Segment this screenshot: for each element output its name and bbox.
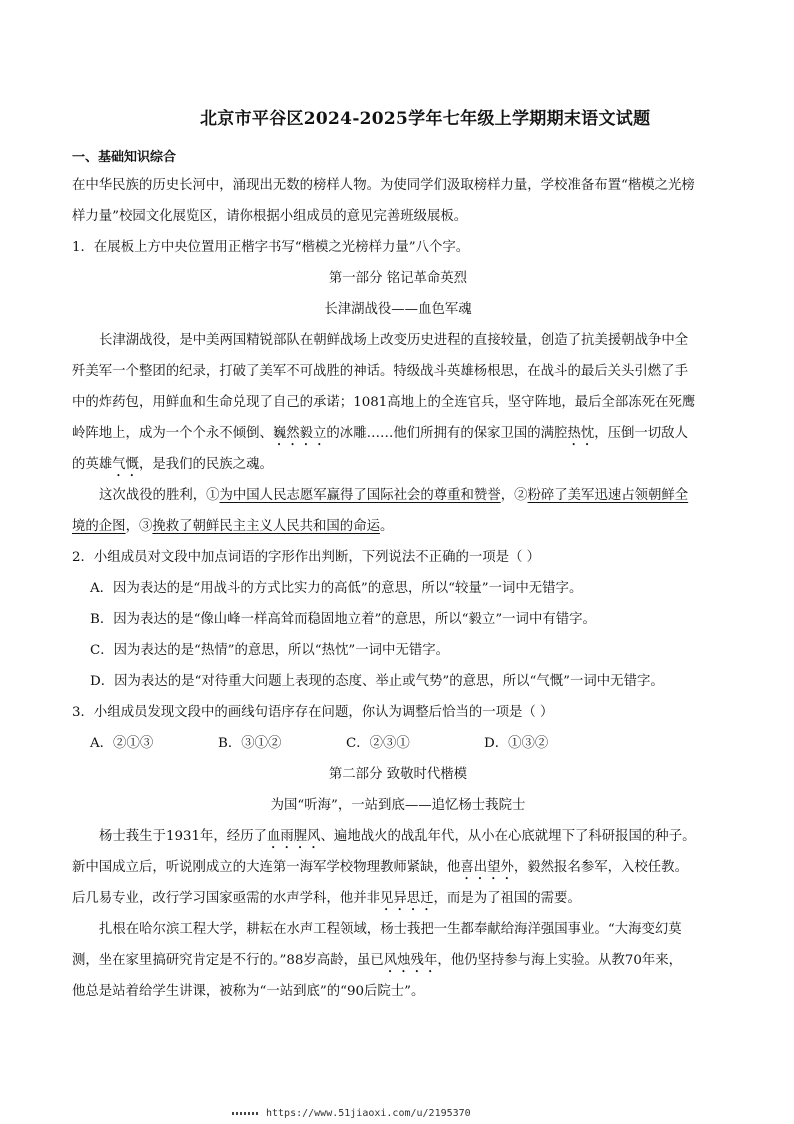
part1-heading: 第一部分 铭记革命英烈 — [328, 271, 468, 286]
dotted-word: 血雨腥风 — [266, 829, 321, 844]
text-run: 的冰雕……他们所拥有的保家卫国的满腔 — [326, 426, 568, 441]
para3-line — [72, 852, 724, 883]
dotted-word: 巍然毅立 — [272, 426, 327, 441]
text-run: 后几易专业，改行学习国家亟需的水声学科，他并非 — [72, 891, 380, 906]
para1-line: 中的炸药包，用鲜血和生命兑现了自己的承诺；1081高地上的全连官兵，坚守阵地，最后全部冻死在死鹰 — [72, 395, 696, 410]
text-run: 测，坐在家里搞研究肯定是不行的。”88岁高龄，虽已 — [72, 953, 384, 968]
question-2-stem: 2．小组成员对文段中加点词语的字形作出判断，下列说法不正确的一项是（ ） — [72, 550, 541, 565]
text-run: 杨士莪生于1931年，经历了 — [99, 829, 267, 844]
para3-line — [72, 883, 724, 914]
part2-subheading: 为国“听海”，一站到底——追忆杨士莪院士 — [270, 798, 526, 813]
question-2-option: A．因为表达的是“用战斗的方式比实力的高低”的意思，所以“较量”一词中无错字。 — [90, 581, 583, 596]
underlined-sentence: 为中国人民志愿军赢得了国际社会的尊重和赞誉 — [219, 488, 501, 503]
dotted-word: 见异思迁 — [379, 891, 434, 906]
para2-line — [72, 480, 724, 511]
intro-line: 样力量”校园文化展览区，请你根据小组成员的意见完善班级展板。 — [72, 209, 468, 224]
para4-line: 扎根在哈尔滨工程大学，耕耘在水声工程领域，杨士莪把一生都奉献给海洋强国事业。“大海变幻莫 — [99, 922, 682, 937]
question-3-options — [72, 728, 724, 759]
text-run: ，而是为了祖国的需要。 — [433, 891, 581, 906]
page-title: 北京市平谷区2024-2025学年七年级上学期期末语文试题 — [200, 109, 651, 129]
part1-subheading: 长津湖战役——血色军魂 — [324, 302, 472, 317]
footer-watermark — [232, 1108, 471, 1119]
text-run: ，③ — [125, 519, 153, 534]
para1-line — [72, 449, 724, 480]
text-run: ，是我们的民族之魂。 — [138, 457, 273, 472]
intro-line: 在中华民族的历史长河中，涌现出无数的榜样人物。为使同学们汲取榜样力量，学校准备布置“楷模之光榜 — [72, 178, 695, 193]
para1-line: 长津湖战役，是中美两国精锐部队在朝鲜战场上改变历史进程的直接较量，创造了抗美援朝战争中全 — [99, 333, 689, 348]
text-run: 的英雄 — [72, 457, 113, 472]
question-3-stem: 3．小组成员发现文段中的画线句语序存在问题，你认为调整后恰当的一项是（ ） — [72, 705, 554, 720]
dotted-word: 热忱 — [567, 426, 595, 441]
dotted-word: 风烛残年 — [383, 953, 438, 968]
footer-link[interactable]: https://www.51jiaoxi.com/u/2195370 — [266, 1108, 471, 1119]
para3-line — [72, 821, 724, 852]
para4-line — [72, 945, 724, 976]
question-3-option: C．②③① — [346, 736, 410, 751]
question-2-option: B．因为表达的是“像山峰一样高耸而稳固地立着”的意思，所以“毅立”一词中有错字。 — [90, 612, 596, 627]
text-run: ，毅然报名参军，入校任教。 — [513, 860, 688, 875]
question-2-option: C．因为表达的是“热情”的意思，所以“热忱”一词中无错字。 — [90, 643, 450, 658]
text-run: ，他仍坚持参与海上实验。从教70年来， — [437, 953, 683, 968]
question-3-option: D．①③② — [484, 736, 549, 751]
text-run: 岭阵地上，成为一个个永不倾倒、 — [72, 426, 273, 441]
para1-line — [72, 418, 724, 449]
underlined-sentence: 挽救了朝鲜民主主义人民共和国的命运 — [152, 519, 380, 534]
question-3-option: B．③①② — [218, 736, 282, 751]
part2-heading: 第二部分 致敬时代楷模 — [328, 767, 468, 782]
dotted-word: 喜出望外 — [460, 860, 514, 875]
underlined-sentence: 境的企图 — [72, 519, 126, 534]
text-run: 新中国成立后，听说刚成立的大连第一海军学校物理教师紧缺，他 — [72, 860, 461, 875]
text-run: 这次战役的胜利，① — [99, 488, 220, 503]
para2-line — [72, 511, 724, 542]
underlined-sentence: 粉碎了美军迅速占领朝鲜全 — [527, 488, 689, 503]
section-heading: 一、基础知识综合 — [72, 150, 177, 165]
dotted-word: 气慨 — [112, 457, 139, 472]
logo-mark-icon — [232, 1112, 258, 1115]
text-run: 、遍地战火的战乱年代，从小在心底就埋下了科研报国的种子。 — [320, 829, 696, 844]
para4-line: 他总是站着给学生讲课，被称为“一站到底”的“90后院士”。 — [72, 984, 425, 999]
text-run: ，② — [500, 488, 528, 503]
para1-line: 歼美军一个整团的纪录，打破了美军不可战胜的神话。特级战斗英雄杨根思，在战斗的最后关头引燃了手 — [72, 364, 688, 379]
intro-paragraph — [72, 170, 724, 1007]
text-run: ，压倒一切敌人 — [594, 426, 688, 441]
question-1: 1．在展板上方中央位置用正楷字书写“楷模之光榜样力量”八个字。 — [72, 240, 470, 255]
question-3-option: A．②①③ — [90, 736, 154, 751]
question-2-option: D．因为表达的是“对待重大问题上表现的态度、举止或气势”的意思，所以“气慨”一词中无错字。 — [90, 674, 664, 689]
text-run: 。 — [379, 519, 394, 534]
